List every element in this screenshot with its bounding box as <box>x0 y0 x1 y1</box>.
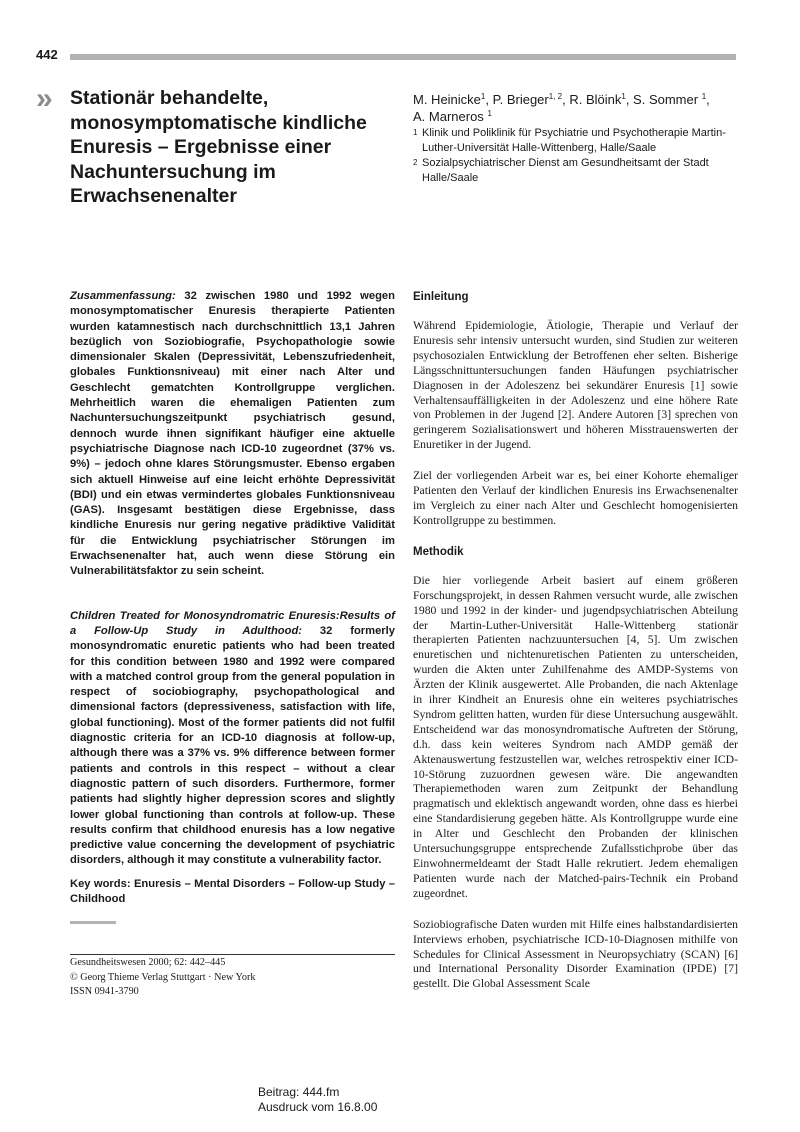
author-name: R. Blöink <box>569 92 622 107</box>
author-list: M. Heinicke$^1$, P. Brieger$^{1, 2}$, R. Blöink$^1$, S. Sommer $^1$, A. Marneros $^1$ <box>413 92 710 124</box>
author-name: S. Sommer <box>633 92 699 107</box>
top-rule <box>70 54 736 60</box>
publisher: © Georg Thieme Verlag Stuttgart · New York <box>70 971 256 983</box>
author-affil-ref: 1 <box>701 92 707 101</box>
author-name: A. Marneros <box>413 109 484 124</box>
journal-citation: Gesundheitswesen 2000; 62: 442–445 <box>70 957 226 968</box>
abstract-column <box>70 289 395 924</box>
author-name: M. Heinicke <box>413 92 481 107</box>
paragraph: Soziobiografische Daten wurden mit Hilfe eines halbstandardisierten Interviews erhoben, psychiatrische ICD-10-Diagnosen mithilfe von Schedules for Clinical Assessment in Neuropsychiatry (SCAN) [6] und International Personality Disorder Examination (IPDE) [7] gestellt. Die Global Assessment Scale <box>413 917 738 991</box>
footer-file: Beitrag: 444.fm <box>258 1085 340 1099</box>
paragraph: Während Epidemiologie, Ätiologie, Therapie und Verlauf der Enuresis sehr intensiv untersucht wurden, sind Studien zur weiteren psychosozialen Entwicklung der Betroffenen eher selten. Bisherige Längsschnittuntersuchungen fanden Häufungen psychiatrischer Diagnosen in der Adoleszenz bei sekundärer Enuresis [1] sowie Verhaltensauffälligkeiten in der Adoleszenz und eine höhere Rate von Problemen in der Jugend [2]. Andere Autoren [3] sprechen von geringerem Sozialisationswert und höheren Misstrauenswerten der Enuretiker in der Jugend. <box>413 319 738 452</box>
author-affil-ref: 1 <box>480 92 486 101</box>
abstract-english-text: 32 formerly monosyndromatic enuretic patients who had been treated for this condition between 1980 and 1992 were compared with a matched control group from the general population in respect of sociobiography, psychopathological and dimensional factors (depressiveness, satisfaction with life, global functioning). Most of the former patients did not fulfil diagnostic criteria for an ICD-10 diagnosis at follow-up, although there was a 37% vs. 9% difference between former patients and controls in this respect – without a clear diagnostic pattern of such disorders. Furthermore, former patients had slightly higher depression scores and slightly lower global functioning than controls at follow-up. These results confirm that childhood enuresis has a low negative predictive value concerning the development of psychiatric disorders, although it may constitute a vulnerability factor. <box>70 624 395 867</box>
affiliation-text: Klinik und Poliklinik für Psychiatrie und Psychotherapie Martin-Luther-Universität Halle-Wittenberg, Halle/Saale <box>422 127 726 154</box>
affiliation-1 <box>413 126 743 156</box>
abstract-german-text: 32 zwischen 1980 und 1992 wegen monosymptomatischer Enuresis therapierte Patienten wurden katamnestisch nach durchschnittlich 13,1 Jahren bezüglich von Soziobiografie, Psychopathologie sowie dimensionaler Skalen (Depressivität, Lebenszufriedenheit, globales Funktionsniveau) mit einer nach Alter und Geschlecht gematchten Kontrollgruppe verglichen. Mehrheitlich waren die ehemaligen Patienten zum Nachuntersuchungszeitpunkt psychiatrisch gesund, dennoch wurde ihnen signifikant häufiger eine aktuelle psychiatrische Diagnose nach ICD-10 zugeordnet (37% vs. 9%) – jedoch ohne klares Störungsmuster. Ebenso ergaben sich aktuell Hinweise auf eine leicht erhöhte Depressivität (BDI) und ein etwas vermindertes globales Funktionsniveau (GAS). Insgesamt bestätigen diese Ergebnisse, dass kindliche Enuresis nur gering negative prädiktive Validität für die Entwicklung psychiatrischer Störungen im Erwachsenenalter hat, auch wenn diese Störung ein Vulnerabilitätsfaktor zu sein scheint. <box>70 290 395 578</box>
body-column <box>413 290 738 992</box>
issn: ISSN 0941-3790 <box>70 986 139 997</box>
print-footer <box>258 1085 377 1115</box>
section-heading-einleitung: Einleitung <box>413 291 469 303</box>
abstract-english <box>70 609 395 869</box>
author-affil-ref: 1, 2 <box>548 92 563 101</box>
affiliation-number: 1 <box>413 128 418 137</box>
paragraph: Ziel der vorliegenden Arbeit war es, bei einer Kohorte ehemaliger Patienten den Verlauf der kindlichen Enuresis ins Erwachsenenalter im Vergleich zu einer nach Alter und Geschlecht homogenisierten Kontrollgruppe zu bestimmen. <box>413 469 738 527</box>
page-number: 442 <box>36 47 58 62</box>
footer-print-date: Ausdruck vom 16.8.00 <box>258 1100 378 1114</box>
author-affil-ref: 1 <box>621 92 626 101</box>
abstract-german-label: Zusammenfassung: <box>70 290 176 302</box>
journal-info <box>70 954 395 1000</box>
title-arrows-icon: » <box>36 82 43 115</box>
author-affil-ref: 1 <box>487 109 492 118</box>
affiliation-number: 2 <box>413 158 418 167</box>
abstract-divider <box>70 921 116 924</box>
abstract-english-label: Children Treated for Monosyndromatric Enuresis:Results of a Follow-Up Study in Adulthood: <box>70 609 395 637</box>
affiliation-text: Sozialpsychiatrischer Dienst am Gesundheitsamt der Stadt Halle/Saale <box>422 157 709 184</box>
affiliations <box>413 126 743 186</box>
abstract-german <box>70 289 395 580</box>
keywords-label: Key words: <box>70 877 131 890</box>
article-title: Stationär behandelte, monosymptomatische kindliche Enuresis – Ergebnisse einer Nachuntersuchung im Erwachsenenalter <box>70 87 367 208</box>
paragraph: Die hier vorliegende Arbeit basiert auf einem größeren Forschungsprojekt, in dessen Rahmen versucht wurde, alle zwischen 1980 und 1992 in der kinder- und jugendpsychiatrischen Abteilung der Martin-Luther-Universität Halle-Wittenberg stationär therapierten Patienten nachzuuntersuchen [4, 5]. Um zwischen enuretischen und nichtenuretischen Patienten zu unterscheiden, wurden die Akten unter Zuhilfenahme des AMDP-Systems von Ärzten der Klinik ausgewertet. Alle Probanden, die nach Aktenlage in ihrer Kindheit an Enuresis ohne ein weiteres psychiatrisches Syndrom gelitten hatten, wurden für diese Untersuchung ausgewählt. Entscheidend war das monosyndromatische Auftreten der Störung, d.h. dass kein weiteres Syndrom nach AMDP gemäß der Aktenauswertung festzustellen war, welches retrospektiv einer ICD-10-Störung zuzuordnen gewesen wäre. Die angewandten Therapiemethoden waren zum Zeitpunkt der Behandlung pragmatisch und eklektisch angewandt worden, ohne dass es hierbei eine Standardisierung gegeben hätte. Als Kontrollgruppe wurde eine in Alter und Geschlecht den Probanden der klinischen Untersuchungsgruppe entsprechende Zufallsstichprobe über das Einwohnermeldeamt der Stadt Halle rekrutiert. Jedem ehemaligen Patienten wurde nach der Matched-pairs-Technik ein Proband zugeordnet. <box>413 573 738 900</box>
section-heading-methodik: Methodik <box>413 545 464 558</box>
keywords <box>70 877 395 908</box>
affiliation-2 <box>413 156 743 186</box>
author-name: P. Brieger <box>492 92 549 107</box>
keywords-text: Enuresis – Mental Disorders – Follow-up Study – Childhood <box>70 877 396 905</box>
